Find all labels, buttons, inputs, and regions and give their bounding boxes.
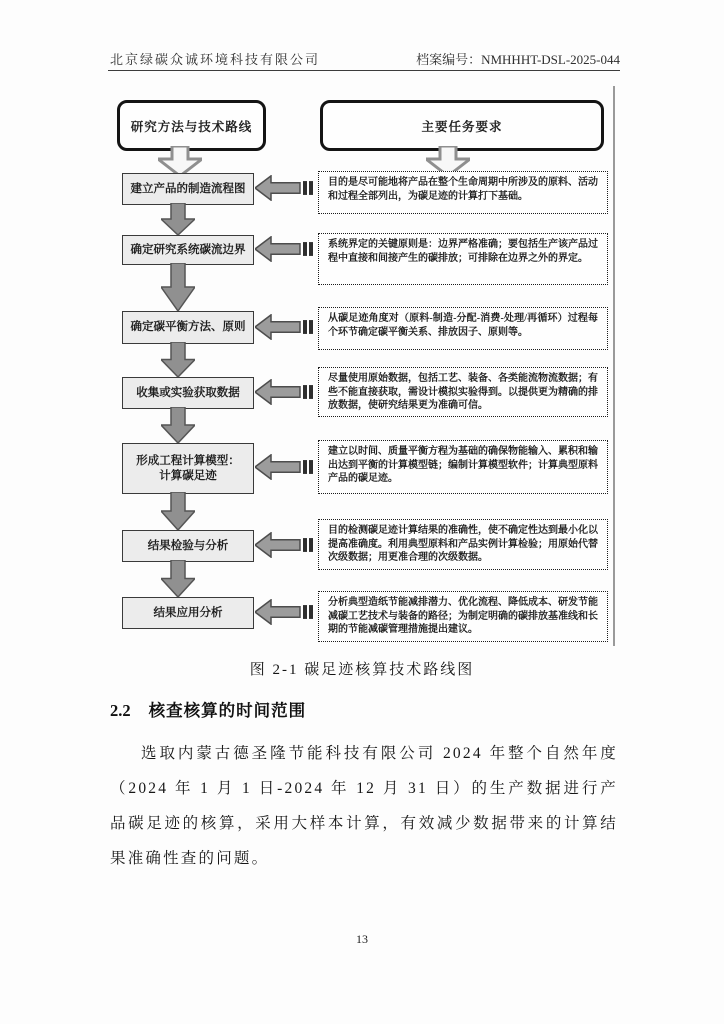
- header-company: 北京绿碳众诚环境科技有限公司: [110, 52, 321, 67]
- flow-step-box: [122, 597, 254, 629]
- left-arrow-icon: [255, 314, 317, 340]
- archive-label: 档案编号：: [416, 52, 482, 67]
- header-archive-number: [416, 49, 620, 68]
- flow-step-box: [122, 311, 254, 344]
- archive-value: NMHHHT-DSL-2025-044: [481, 52, 620, 67]
- down-arrow-hollow-icon: [158, 146, 202, 176]
- figure-caption: 图 2-1 碳足迹核算技术路线图: [249, 662, 475, 678]
- flow-task-box: 系统界定的关键原则是：边界严格准确；要包括生产该产品过程中直接和间接产生的碳排放；可排除在边界之外的界定。: [318, 233, 608, 285]
- flow-task-box: 目的是尽可能地将产品在整个生命周期中所涉及的原料、活动和过程全部列出，为碳足迹的计算打下基础。: [318, 171, 608, 214]
- flow-step-label: 收集或实验获取数据: [136, 386, 240, 399]
- flow-step-label: 计算碳足迹: [159, 469, 217, 482]
- flow-task-box: 目的检测碳足迹计算结果的准确性，使不确定性达到最小化以提高准确度。利用典型原料和产品实例计算检验；用原始代替次级数据；用更准合理的次级数据。: [318, 519, 608, 570]
- flowchart-left-title: 研究方法与技术路线: [117, 100, 266, 151]
- flow-step-label: 结果检验与分析: [147, 539, 229, 552]
- left-arrow-icon: [255, 532, 317, 558]
- left-arrow-icon: [255, 454, 317, 480]
- page-number: 13: [356, 932, 368, 946]
- section-number: 2.2: [110, 701, 131, 720]
- down-arrow-icon: [161, 263, 195, 311]
- flow-step-label: 确定研究系统碳流边界: [130, 243, 246, 256]
- body-paragraph: 选取内蒙古德圣隆节能科技有限公司 2024 年整个自然年度（2024 年 1 月 1 日-2024 年 12 月 31 日）的生产数据进行产品碳足迹的核算，采用大样本计算，有效减少数据带来的计算结果准确性查的问题。: [110, 745, 618, 867]
- down-arrow-icon: [161, 203, 195, 235]
- down-arrow-icon: [161, 492, 195, 530]
- flow-step-box: [122, 443, 254, 494]
- flow-task-box: 尽量使用原始数据，包括工艺、装备、各类能流物流数据；有些不能直接获取，需设计模拟实验得到。以提供更为精确的排放数据，使研究结果更为准确可信。: [318, 367, 608, 417]
- left-arrow-icon: [255, 599, 317, 625]
- flow-step-label: 确定碳平衡方法、原则: [130, 321, 246, 333]
- left-arrow-icon: [255, 379, 317, 405]
- flow-task-box: 建立以时间、质量平衡方程为基础的确保物能输入、累积和输出达到平衡的计算模型链；编制计算模型软件；计算典型原料产品的碳足迹。: [318, 440, 608, 494]
- flow-step-label: 建立产品的制造流程图: [130, 182, 246, 195]
- right-border-line: [613, 86, 615, 646]
- left-arrow-icon: [255, 236, 317, 262]
- left-arrow-icon: [255, 175, 317, 201]
- section-heading: [110, 697, 306, 721]
- flow-step-label: 结果应用分析: [153, 606, 223, 619]
- flow-step-label: 形成工程计算模型：: [136, 454, 240, 467]
- section-title: 核查核算的时间范围: [148, 701, 307, 720]
- flowchart-right-title: 主要任务要求: [320, 100, 604, 151]
- down-arrow-icon: [161, 560, 195, 597]
- flow-step-box: [122, 377, 254, 409]
- flow-step-box: [122, 235, 254, 265]
- flow-step-box: [122, 173, 254, 205]
- header-rule: [108, 70, 620, 71]
- flow-step-box: [122, 530, 254, 562]
- flow-task-box: 分析典型造纸节能减排潜力、优化流程、降低成本、研发节能减碳工艺技术与装备的路径；为制定明确的碳排放基准线和长期的节能减碳管理措施提出建议。: [318, 591, 608, 642]
- down-arrow-icon: [161, 407, 195, 443]
- flow-task-box: 从碳足迹角度对（原料-制造-分配-消费-处理/再循环）过程每个环节确定碳平衡关系、排放因子、原则等。: [318, 307, 608, 350]
- down-arrow-icon: [161, 342, 195, 377]
